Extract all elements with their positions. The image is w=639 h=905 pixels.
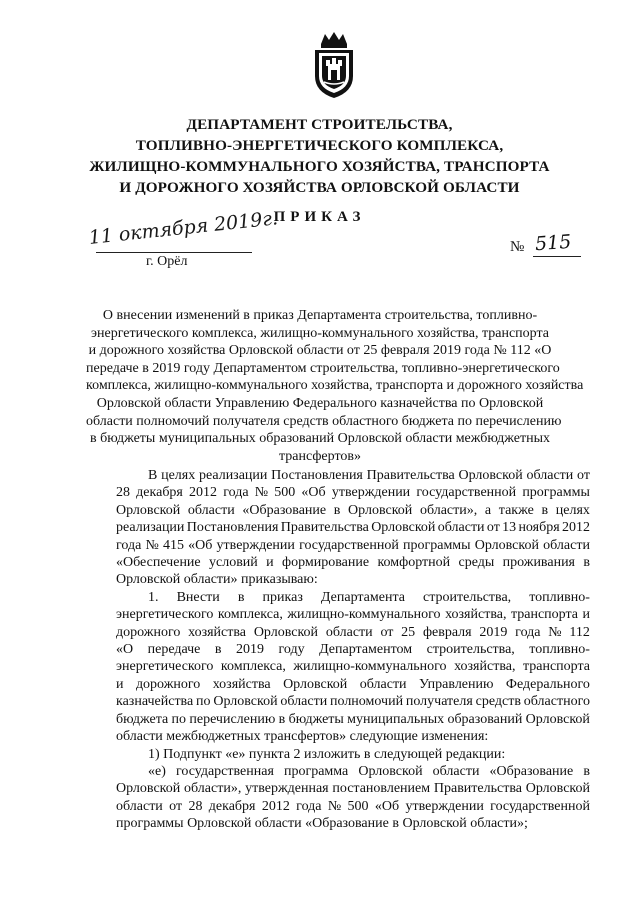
subject-line: трансфертов» <box>278 448 362 464</box>
header-line: И ДОРОЖНОГО ХОЗЯЙСТВА ОРЛОВСКОЙ ОБЛАСТИ <box>119 179 520 196</box>
order-number-value: 515 <box>534 230 572 256</box>
body-line: Орловской области», утвержденная постановлением Правительства Орловской <box>116 781 590 797</box>
body-line: области от 28 декабря 2012 года № 500 «Об утверждении государственной <box>116 798 590 814</box>
body-line: «О передаче в 2019 году Департаментом строительства, топливно- <box>116 642 590 658</box>
body-line: реализации Постановления Правительства Орловской области от 13 ноября 2012 <box>116 520 590 536</box>
header-line: ТОПЛИВНО-ЭНЕРГЕТИЧЕСКОГО КОМПЛЕКСА, <box>135 137 504 154</box>
subject-line: комплекса, жилищно-коммунального хозяйства, транспорта и дорожного хозяйства <box>86 378 584 394</box>
order-subject <box>86 307 584 465</box>
header-line: ЖИЛИЩНО-КОММУНАЛЬНОГО ХОЗЯЙСТВА, ТРАНСПОРТА <box>89 158 550 175</box>
number-underline <box>533 256 581 257</box>
order-number-label: № <box>510 239 525 255</box>
body-line: 1. Внести в приказ Департамента строительства, топливно- <box>148 589 590 605</box>
body-line: «Обеспечение условий и формирование комфортной среды проживания в <box>116 555 590 571</box>
order-title: ПРИКАЗ <box>273 209 366 225</box>
header-line: ДЕПАРТАМЕНТ СТРОИТЕЛЬСТВА, <box>186 116 453 133</box>
subject-line: Орловской области Управлению Федерального казначейства по Орловской <box>96 395 544 411</box>
subject-line: энергетического комплекса, жилищно-коммунального хозяйства, транспорта <box>91 325 549 341</box>
coat-of-arms-icon <box>311 30 357 100</box>
city: г. Орёл <box>146 254 188 269</box>
body-line: В целях реализации Постановления Правительства Орловской области от <box>148 468 590 483</box>
body-line: и дорожного хозяйства Орловской области Управлению Федерального <box>116 676 590 692</box>
date-underline <box>96 252 252 253</box>
subject-line: и дорожного хозяйства Орловской области от 25 февраля 2019 года № 112 «О <box>88 343 552 359</box>
body-line: Орловской области «Образование в Орловской области», а также в целях <box>116 502 590 518</box>
department-header <box>60 114 579 198</box>
body-line: 28 декабря 2012 года № 500 «Об утверждении государственной программы <box>116 485 590 501</box>
body-line: области межбюджетных трансфертов» следующие изменения: <box>116 729 489 745</box>
order-body <box>116 467 590 833</box>
body-line: казначейства по Орловской области полномочий получателя средств областного <box>116 694 590 710</box>
body-line: Орловской области» приказываю: <box>116 572 318 588</box>
subject-line: области полномочий получателя средств областного бюджета по перечислению <box>86 413 562 429</box>
body-line: бюджета по перечислению в бюджеты муниципальных образований Орловской <box>116 711 590 727</box>
body-line: «е) государственная программа Орловской области «Образование в <box>148 763 590 779</box>
body-line: 1) Подпункт «е» пункта 2 изложить в следующей редакции: <box>148 746 506 762</box>
subject-line: передаче в 2019 году Департаментом строительства, топливно-энергетического <box>86 360 560 376</box>
body-line: энергетического комплекса, жилищно-коммунального хозяйства, транспорта <box>116 659 590 675</box>
body-line: года № 415 «Об утверждении государственной программы Орловской области <box>116 537 590 553</box>
handwritten-date: 11 октября 2019г. <box>87 207 279 249</box>
body-line: энергетического комплекса, жилищно-коммунального хозяйства, транспорта и <box>116 607 590 623</box>
subject-line: в бюджеты муниципальных образований Орловской области межбюджетных <box>90 431 550 447</box>
body-line: дорожного хозяйства Орловской области от 25 февраля 2019 года № 112 <box>116 624 590 640</box>
subject-line: О внесении изменений в приказ Департамента строительства, топливно- <box>102 308 538 323</box>
body-line: программы Орловской области «Образование в Орловской области»; <box>116 816 528 832</box>
